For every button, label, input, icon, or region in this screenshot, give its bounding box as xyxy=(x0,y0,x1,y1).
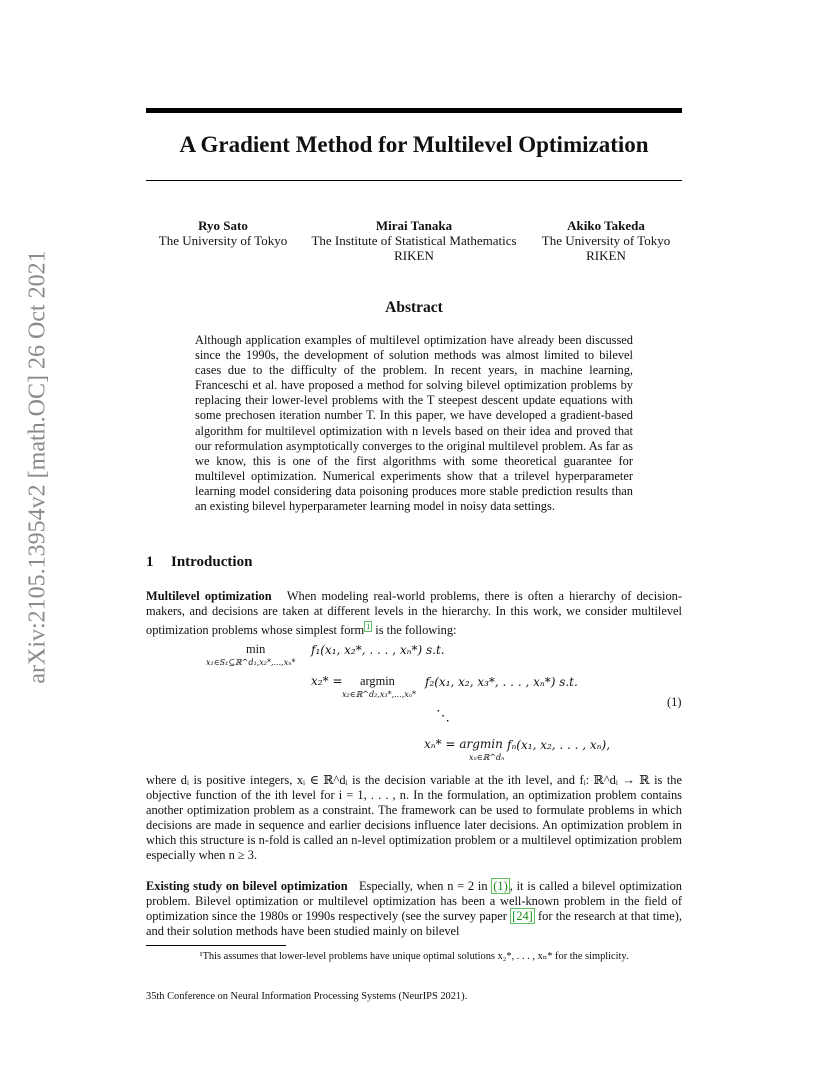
author-affiliation: The University of Tokyo xyxy=(158,233,288,248)
author-name: Akiko Takeda xyxy=(567,218,645,233)
footnote-text: ¹This assumes that lower-level problems have unique optimal solutions x₂*, . . . , xₙ* for the simplicity. xyxy=(199,951,629,962)
equation-number: (1) xyxy=(667,695,682,709)
paragraph-text-end: is the following: xyxy=(372,623,457,638)
intro-paragraph-3 xyxy=(146,879,682,939)
eq-line2-operator: argmin xyxy=(360,674,395,688)
author-name: Mirai Tanaka xyxy=(375,218,453,233)
abstract-text: Although application examples of multilevel optimization have already been discussed since the 1990s, the development of solution methods was almost limited to bilevel cases due to the difficulty of the problem. In recent years, in machine learning, Franceschi et al. have proposed a method for solving bilevel optimization problems by replacing their lower-level problems with the T steepest descent update equations with some prechosen iteration number T. In this paper, we have developed a gradient-based algorithm for multilevel optimization with n levels based on their idea and proved that our reformulation asymptotically converges to the original multilevel problem. As far as we know, this is one of the first algorithms with some theoretical guarantee for multilevel optimization. Numerical experiments show that a trilevel hyperparameter learning model considering data poisoning produces more stable prediction results than an existing bilevel hyperparameter learning model in noisy data settings. xyxy=(195,333,633,514)
arxiv-stamp: arXiv:2105.13954v2 [math.OC] 26 Oct 2021 xyxy=(24,250,51,684)
eq-continuation-dots: ⋱ xyxy=(436,709,450,724)
eq-line3-lhs: xₙ* = argmin xyxy=(424,737,503,751)
paragraph-lead: Existing study on bilevel optimization xyxy=(146,879,348,893)
eq-line3-subscript: xₙ∈ℝ^dₙ xyxy=(469,753,505,762)
title-top-rule xyxy=(146,108,682,113)
section-number: 1 xyxy=(146,554,154,570)
paragraph-text-c: for the research at that time), and their solution methods have been studied mainly on bilevel xyxy=(146,909,682,939)
eq-line2-body: f₂(x₁, x₂, x₃*, . . . , xₙ*) s.t. xyxy=(425,675,578,689)
arxiv-stamp-container xyxy=(20,250,56,684)
venue-note: 35th Conference on Neural Information Processing Systems (NeurIPS 2021). xyxy=(146,991,468,1002)
author-affiliation-secondary: RIKEN xyxy=(394,248,434,263)
footnote-rule xyxy=(146,945,286,946)
equation-ref-link[interactable]: (1) xyxy=(493,879,508,893)
author-affiliation-secondary: RIKEN xyxy=(586,248,626,263)
paragraph-text-b: , it is called a bilevel optimization problem. Bilevel optimization or multilevel optimization has been a well-known problem in the field of optimization since the 1980s or 1990s respectively (see the survey paper xyxy=(146,879,682,924)
eq-line3-body: fₙ(x₁, x₂, . . . , xₙ), xyxy=(507,738,611,752)
section-title: Introduction xyxy=(171,554,253,570)
paragraph-lead: Multilevel optimization xyxy=(146,589,272,603)
paragraph-text-a: Especially, when n = 2 in xyxy=(358,879,492,893)
paragraph-text: When modeling real-world problems, there is often a hierarchy of decision-makers, and decisions are taken at different levels in the hierarchy. In this work, we consider multilevel optimization problems whose simplest form xyxy=(146,589,682,638)
author-affiliation: The Institute of Statistical Mathematics xyxy=(311,233,517,248)
eq-line2-lhs: x₂* = xyxy=(311,674,343,688)
equation-1 xyxy=(146,642,682,767)
section-heading xyxy=(146,554,252,571)
author-affiliation: The University of Tokyo xyxy=(541,233,671,248)
author-name: Ryo Sato xyxy=(198,218,248,233)
author-block-3 xyxy=(533,218,679,263)
intro-paragraph-1 xyxy=(146,589,682,638)
author-block-1 xyxy=(150,218,296,248)
eq-line1-body: f₁(x₁, x₂*, . . . , xₙ*) s.t. xyxy=(311,643,445,657)
eq-line1-operator: min xyxy=(246,642,266,656)
footnote-ref-link[interactable]: 1 xyxy=(366,622,371,632)
intro-paragraph-2: where dᵢ is positive integers, xᵢ ∈ ℝ^dᵢ is the decision variable at the ith level, and fᵢ: ℝ^dᵢ → ℝ is the objective function of the ith level for i = 1, . . . , n. In the formulation, an optimization problem contains another optimization problem as a constraint. The framework can be used to formulate problems in which decisions are made in sequence and earlier decisions influence later decisions. An optimization problem in which this structure is n-fold is called an n-level optimization problem or a multilevel optimization problem especially when n ≥ 3. xyxy=(146,773,682,863)
abstract-heading: Abstract xyxy=(385,299,443,316)
title-bottom-rule xyxy=(146,180,682,181)
eq-line1-subscript: x₁∈S₁⊆ℝ^d₁,x₂*,...,xₙ* xyxy=(206,658,296,667)
citation-link[interactable]: [24] xyxy=(512,909,533,924)
author-block-2 xyxy=(304,218,524,263)
eq-line2-subscript: x₂∈ℝ^d₂,x₃*,...,xₙ* xyxy=(342,690,417,699)
paper-title: A Gradient Method for Multilevel Optimization xyxy=(179,132,649,157)
